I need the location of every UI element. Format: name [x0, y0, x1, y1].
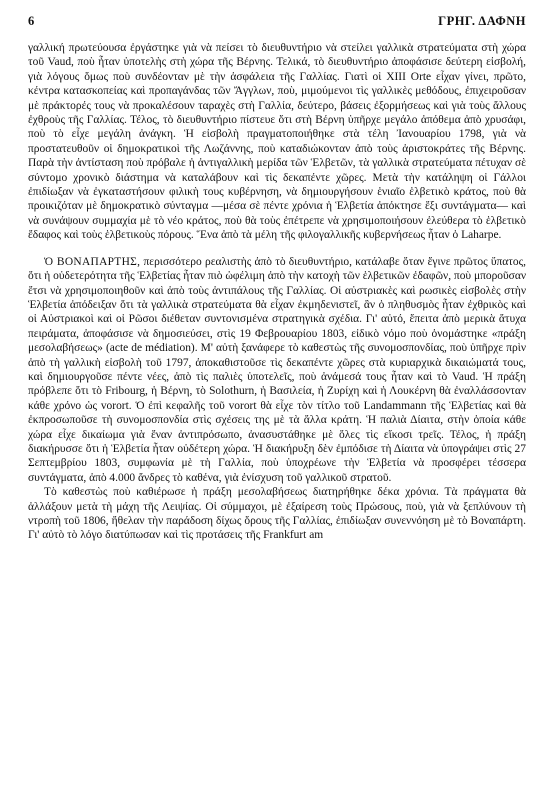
- paragraph-2: [28, 255, 526, 486]
- paragraph-1-text: γαλλική πρωτεύουσα ἐργάστηκε γιὰ νὰ πείσει τὸ διευθυντήριο νὰ στείλει γαλλικὰ στρατεύματα στὴ χώρα τοῦ Vaud, ποὺ ἦταν ὑποτελὴς στὴ χώρα τῆς Βέρνης. Τελικά, τὸ διευθυντήριο ἀποφάσισε δεύτερη εἰσβολή, γιὰ λόγους ὅμως ποὺ συνδέονταν μὲ τὴν ἀσφάλεια τῆς Γαλλίας. Γιατὶ οἱ XIII Orte εἶχαν γίνει, πρῶτο, κέντρα κατασκοπείας καὶ προπαγάνδας τῶν Ἄγγλων, ποὺ, μιμούμενοι τὶς γαλλικὲς μεθόδους, ἐπιχειροῦσαν μὲ πράκτορές τους νὰ προκαλέσουν ταραχὲς στὴ Γαλλία, δεύτερο, βάσεις ἐξορμήσεως καὶ γιὰ τοὺς ἄλλους ἐχθροὺς τῆς Γαλλίας. Τέλος, τὸ διευθυντήριο πίστευε ὅτι στὴ Βέρνη ὑπῆρχε μεγάλο ἀπόθεμα ἀπὸ χρυσάφι, ποὺ τὸ εἶχε μεγάλη ἀνάγκη. Ἡ εἰσβολὴ πραγματοποιήθηκε στὰ τέλη Ἰανουαρίου 1798, γιὰ νὰ προστατευθοῦν οἱ δημοκρατικοὶ τῆς Λωζάννης, ποὺ καταδιώκονταν ἀπὸ τοὺς ἀριστοκράτες τῆς Βέρνης. Παρὰ τὴν ἀντίσταση ποὺ πρόβαλε ἡ ἀντιγαλλικὴ μερίδα τῶν Ἑλβετῶν, τὰ γαλλικὰ στρατεύματα πέτυχαν σὲ σύντομο χρονικὸ διάστημα νὰ καταλάβουν καὶ τὶς δεκαπέντε χῶρες. Μετὰ τὴν κατάληψη οἱ Γάλλοι ἐπιδίωξαν νὰ ἐγκαταστήσουν φιλικὴ τους κυβέρνηση, νὰ δημιουργήσουν ἑνιαῖο ἑλβετικὸ κράτος, ποὺ θὰ προικιζόταν μὲ δημοκρατικὸ σύνταγμα —μέσα σὲ πέντε χρόνια ἡ Ἑλβετία ἀπόκτησε ἕξι συντάγματα— καὶ νὰ συνάψουν συμμαχία μὲ τὸ νέο κράτος, ποὺ θὰ τοὺς ἐπέτρεπε νὰ χρησιμοποιήσουν ἐλεύθερα τὸ ἑλβετικὸ ἔδαφος καὶ τοὺς ἑλβετικοὺς πόρους. Ἕνα ἀπὸ τὰ μέλη τῆς φιλογαλλικῆς κυβερνήσεως ἦταν ὁ Laharpe.: [28, 42, 526, 242]
- paragraph-2-text: περισσότερο ρεαλιστὴς ἀπὸ τὸ διευθυντήριο, κατάλαβε ὅταν ἔγινε πρῶτος ὕπατος, ὅτι ἡ οὐδετερότητα τῆς Ἑλβετίας ἦταν πιὸ ὠφέλιμη ἀπὸ τὴν κατοχὴ τῶν ἑλβετικῶν ἐδαφῶν, ποὺ μποροῦσαν ἔτσι νὰ χρησιμοποιηθοῦν καὶ ἀπὸ τοὺς ἀντιπάλους τῆς Γαλλίας. Οἱ αὐστριακὲς καὶ ρωσικὲς εἰσβολὲς στὴν Ἑλβετία ἀπόδειξαν ὅτι τὰ γαλλικὰ στρατεύματα θὰ εἶχαν ἐκμηδενιστεῖ, ἂν ὁ πληθυσμὸς ἦταν ἐχθρικὸς καὶ οἱ Αὐστριακοὶ καὶ οἱ Ρῶσοι διέθεταν συντονισμένα στρατηγικὰ σχέδια. Γι' αὐτό, ἔπειτα ἀπὸ μερικὰ ἄτυχα πειράματα, ἀποφάσισε νὰ δημοσιεύσει, στὶς 19 Φεβρουαρίου 1803, εἰδικὸ νόμο ποὺ ὀνομάστηκε «πράξη μεσολαβήσεως» (acte de médiation). Μ' αὐτὴ ξανάφερε τὸ καθεστὼς τῆς συνομοσπονδίας, ποὺ ὑπῆρχε πρὶν ἀπὸ τὴ γαλλικὴ εἰσβολὴ τοῦ 1797, ἀποκαθιστοῦσε τὶς δεκαπέντε χῶρες στὰ κυριαρχικὰ δικαιώματά τους, καὶ δημιουργοῦσε πέντε νέες, ἀπὸ τὶς παλιὲς ὑποτελεῖς, ποὺ ἀνάμεσά τους ἦταν καὶ τὸ Vaud. Ἡ πράξη πρόβλεπε ὅτι τὸ Fribourg, ἡ Βέρνη, τὸ Solothurn, ἡ Βασιλεία, ἡ Ζυρίχη καὶ ἡ Λουκέρνη θὰ ἐναλλάσσονταν κάθε χρόνο ὡς vorort. Ὁ ἐπὶ κεφαλῆς τοῦ vorort θὰ εἶχε τὸν τίτλο τοῦ Landammann τῆς Ἑλβετίας καὶ θὰ ἐκπροσωποῦσε τὴ συνομοσπονδία στὶς σχέσεις της μὲ τὰ ἄλλα κράτη. Ἡ παλιὰ Δίαιτα, στὴν ὁποία κάθε χώρα εἶχε δικαίωμα γιὰ ἕναν ἀντιπρόσωπο, ἀνασυστάθηκε μὲ ὅλες τὶς εἴκοσι τρεῖς. Τέλος, ἡ πράξη διακήρυσσε ὅτι ἡ Ἑλβετία ἦταν οὐδέτερη χώρα. Ἡ διακήρυξη δὲν ἐμπόδισε τὴ Δίαιτα νὰ ὑπογράψει στὶς 27 Σεπτεμβρίου 1803, συμφωνία μὲ τὴ Γαλλία, ποὺ ὑποχρέωνε τὴν Ἑλβετία νὰ προσφέρει τέσσερα συντάγματα, ἀπὸ 4.000 ἄνδρες τὸ καθένα, γιὰ ἐνίσχυση τοῦ γαλλικοῦ στρατοῦ.: [28, 255, 526, 484]
- running-title: ΓΡΗΓ. ΔΑΦΝΗ: [438, 14, 526, 28]
- paragraph-1: [28, 41, 526, 243]
- page-number: 6: [28, 14, 35, 28]
- section-gap: [28, 243, 526, 255]
- paragraph-2-lead: Ὁ ΒΟΝΑΠΑΡΤΗΣ,: [44, 255, 141, 268]
- paragraph-3-text: Τὸ καθεστὼς ποὺ καθιέρωσε ἡ πράξη μεσολαβήσεως διατηρήθηκε δέκα χρόνια. Τὰ πράγματα θὰ ἀλλάξουν μετὰ τὴ μάχη τῆς Λειψίας. Οἱ σύμμαχοι, μὲ ἐξαίρεση τοὺς Πρώσους, ποὺ, γιὰ νὰ ξεπλύνουν τὴ ντροπὴ τοῦ 1806, ἤθελαν τὴν παράδοση δίχως ὅρους τῆς Γαλλίας, ἐπιδίωξαν συνεννόηση μὲ τὸ Βοναπάρτη. Γι' αὐτὸ τὸ λόγο διατύπωσαν καὶ τὶς προτάσεις τῆς Frankfurt am: [28, 486, 526, 542]
- running-header: [28, 14, 526, 29]
- paragraph-3: [28, 485, 526, 543]
